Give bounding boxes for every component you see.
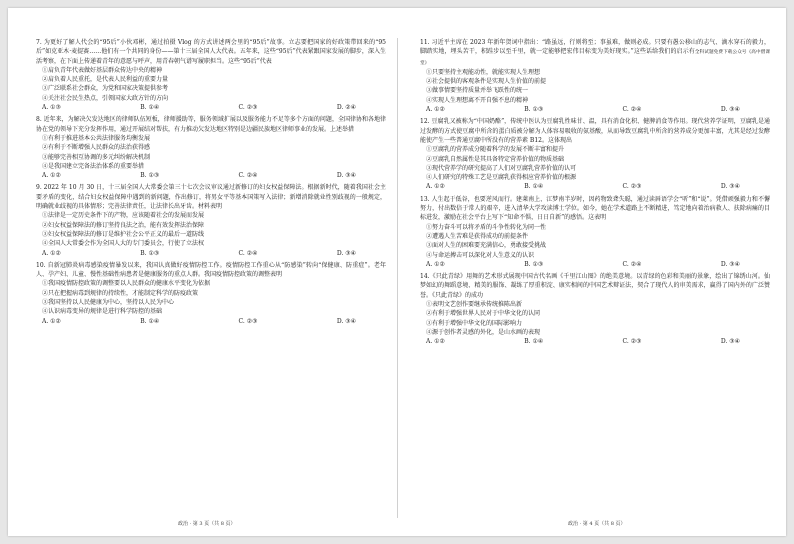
option-4: ④全国人大常委会作为全国人大的专门委员会，行使了立法权 [42,240,205,248]
choice-a: A. ①③ [42,104,61,112]
question-stem [420,38,770,68]
choice-a: A. ①② [42,249,61,257]
option-2: ②有利于增强世界人民对于中华文化的认同 [426,310,541,318]
option-4: ④认识病毒变异的规律是进行科学防控的基础 [42,308,163,316]
choice-b: B. ①③ [524,260,544,268]
choice-a: A. ①② [42,172,61,180]
answer-choices [420,260,770,269]
choice-b: B. ①③ [140,172,160,180]
option-4: ④人们研究的特殊工艺是豆腐乳获得相应营养价值的根源 [426,174,577,182]
choice-c: C. ②④ [238,249,258,257]
option-1: ①我国疫情防控政策的调整要以人民群众的健康水平变化为依据 [42,280,211,288]
choice-d: D. ③④ [720,338,740,346]
option-2: ②社会提供的客观条件是实现人生价值的前提 [426,78,547,86]
option-2: ②遭遇人生苦难是获得成功的前提条件 [426,232,529,240]
question-stem: 9. 2022 年 10 月 30 日，十三届全国人大常委会第三十七次会议审议通过新修订的妇女权益保障法。根据新时代，随着我国社会主要矛盾的变化，结合妇女权益保障中遇到的新问题，作出修订，将男女平等基本国策写入法律；新增消除就业性别歧视的一般规定，明确就业歧视的具体情形；完善法律责任，让法律长出牙齿。材料表明 [36,184,386,211]
question-9 [36,183,386,257]
question-14 [420,272,770,346]
option-3: ③现代营养学的研究提高了人们对豆腐乳营养价值的认可 [426,164,577,172]
choice-d: D. ③④ [336,249,356,257]
choice-c: C. ②④ [238,172,258,180]
option-3: ③做事情要坚持质量并举飞跃性的统一 [426,87,529,95]
choice-d: D. ③④ [720,183,740,191]
question-7 [36,38,386,112]
choice-b: B. ①③ [524,106,544,114]
option-1: ①法律是一定历史条件下的产物，应该随着社会的发展而发展 [42,212,205,220]
question-stem: 8. 近年来，为解决欠发达地区的律师队伍短板，律师援助等，服务领域扩展以及服务能力不足等多个方面的问题，全国律协和各地律协在党的领导下充分发挥作用，通过开展结对帮扶，有力推动欠发达地区特别是边疆民族地区律师事业的发展。上述举措 [36,116,386,133]
choice-d: D. ③④ [720,260,740,268]
exam-sheet [8,8,786,536]
option-1: ①肩负青年代表做好基层群众传达中央的精神 [42,66,163,74]
option-2: ②豆腐乳自然属性是其具备特定营养价值的物质基础 [426,155,565,163]
option-3: ③有利于增强中华文化的国际影响力 [426,319,523,327]
choice-a: A. ①② [426,338,445,346]
choice-c: C. ②④ [622,260,642,268]
option-1: ①努力奋斗可以将矛盾的斗争性转化为同一性 [426,223,547,231]
question-stem: 14.《只此青绿》用舞的艺术形式展现中国古代名画《千里江山图》的绝美意境。以青绿的色彩和美丽的景象，绘出了锦绣山河。仙梦如幻的舞蹈意境、精美的服饰、凝练了厚重积淀、康实相间的中国艺术辩证法，契合了现代人的审美需求，赢得了国内外的广泛赞誉。《只此青绿》的成功 [420,273,770,299]
page-footer-right: 政治 · 第 4 页（共 8 页） [568,521,626,527]
right-page [420,38,770,350]
choice-c: C. ②③ [238,317,258,325]
choice-c: C. ②④ [622,106,642,114]
watermark-note: 全科试题免费下载公众号《高中僧课堂》 [420,50,770,66]
option-4: ④关注社会民生热点，引领国家大政方针的方向 [42,94,169,102]
answer-choices [36,171,386,180]
question-13 [420,195,770,269]
option-2: ②肩负着人民重托，是代表人民利益的重要力量 [42,76,169,84]
choice-c: C. ②③ [238,104,258,112]
choice-d: D. ③④ [336,317,356,325]
option-1: ①表明文艺创作要继承传统推陈出新 [426,301,523,309]
question-stem: 10. 自新冠肺炎病毒感染疫情暴发以来，我国认真做好疫情防控工作。疫情防控工作重心从“防感染”转向“保健康、防重症”。老年人、孕产妇、儿童、慢性基础性病患者是健康服务的重点人群。我国疫情防控政策的调整表明 [36,261,386,279]
option-4: ④实现人生理想离不开自强不息的精神 [426,96,529,104]
question-11 [420,38,770,114]
option-1: ①只要坚持主观能动性，就能实现人生理想 [426,68,541,76]
choice-c: C. ②③ [622,338,642,346]
choice-b: B. ①④ [524,338,544,346]
question-stem: 13. 人生起于低谷，也要逆风而行。建莱南上、江梦南半岁时，因药物致聋失聪，通过读唇语学会“听”和“说”。凭借顽强毅力和不懈努力，付出数倍于常人的艰辛，进入清华大学攻读博士学位。如今，她在学术道路上不断精进，笃定地向着治病救人、扶除病痛的目标进发，激励在社会平台上写下“知命不惧，日日自新”的感悟。这表明 [420,195,770,222]
answer-choices [420,182,770,191]
choice-d: D. ③④ [336,172,356,180]
answer-choices [420,105,770,114]
choice-c: C. ②③ [622,183,642,191]
left-page [36,38,386,329]
question-stem: 7. 为更好了解人代会的“95后”小伙邓彬，通过拍摄 Vlog 的方式讲述两会里的“95后”故事。立志要把国家的好政策带回来的“95后”如克亚木·麦提赛……他们有一个共同的身份——第十三届全国人大代表。五年来，这些“95后”代表紧跟国家发展的脚步，深入生活考察，在下面上传递着青年的意愿与呼声，用青春朝气谱写履职担当。这些“95后”代表 [36,39,386,65]
option-3: ③我国坚持以人民健康为中心，坚持以人民为中心 [42,299,175,307]
question-stem: 12. 豆腐乳又被称为“中国奶酪”，传统中医认为豆腐乳性味甘、温，具有消食化积、健脾消食等作用。现代营养学证明，豆腐乳是通过发酵的方式使豆腐中所含的蛋白质被分解为人体容易吸收的氨基酸，从而导致豆腐乳中所含的营养成分更加丰富，尤其是经过发酵能使产生一些普通豆腐中所没有的营养素 B12。这体现出 [420,118,770,144]
choice-b: B. ①③ [140,249,160,257]
option-2: ②有利于不断增强人民群众的法治获得感 [42,144,151,152]
choice-b: B. ①④ [524,183,544,191]
choice-a: A. ①② [426,260,445,268]
question-8 [36,115,386,180]
choice-d: D. ②④ [336,104,356,112]
option-2: ②妇女权益保障法的修订坚持良法之治，能有效发挥法治保障 [42,221,205,229]
question-12 [420,117,770,191]
choice-a: A. ①② [426,183,445,191]
answer-choices [36,317,386,326]
option-1: ①有利于推进基本公共法律服务均衡发展 [42,134,151,142]
question-stem-text: 11. 习近平主席在 2023 年新年贺词中指出：“路虽远，行则将至；事虽难，做则必成。只要有愚公移山的志气、滴水穿石的毅力，脚踏实地，埋头苦干，积跬步以至千里，就一定能够把宏伟目标变为美好现实。”这些话给我们的启示有 [420,39,770,56]
choice-b: B. ①④ [140,104,160,112]
page-footer-left: 政治 · 第 3 页（共 8 页） [178,521,236,527]
option-4: ④是我国建立完备法治体系的重要举措 [42,162,145,170]
answer-choices [36,103,386,112]
page-divider [397,38,398,518]
option-3: ③能够完善相互协调的多元纠纷解决机制 [42,153,151,161]
option-3: ③广泛联系社会群众，为党和国家决策提供参考 [42,85,169,93]
answer-choices [420,337,770,346]
choice-d: D. ③④ [720,106,740,114]
option-1: ①豆腐乳的营养成分随着科学的发展不断丰富和提升 [426,146,565,154]
option-2: ②只在把握病毒到规律的持续性，才能制定科学的防疫政策 [42,289,199,297]
option-4: ④源于创作者灵感的外化，是山水画的表现 [426,328,541,336]
question-10 [36,261,386,326]
choice-b: B. ①④ [140,317,160,325]
answer-choices [36,249,386,258]
option-4: ④与命运搏击可以深化对人生意义的认识 [426,251,535,259]
option-3: ③妇女权益保障法的修订是维护社会公平正义的最后一道防线 [42,230,205,238]
choice-a: A. ①② [426,106,445,114]
option-3: ③面对人生的困难要充满信心，勇敢接受挑战 [426,242,547,250]
choice-a: A. ①② [42,317,61,325]
